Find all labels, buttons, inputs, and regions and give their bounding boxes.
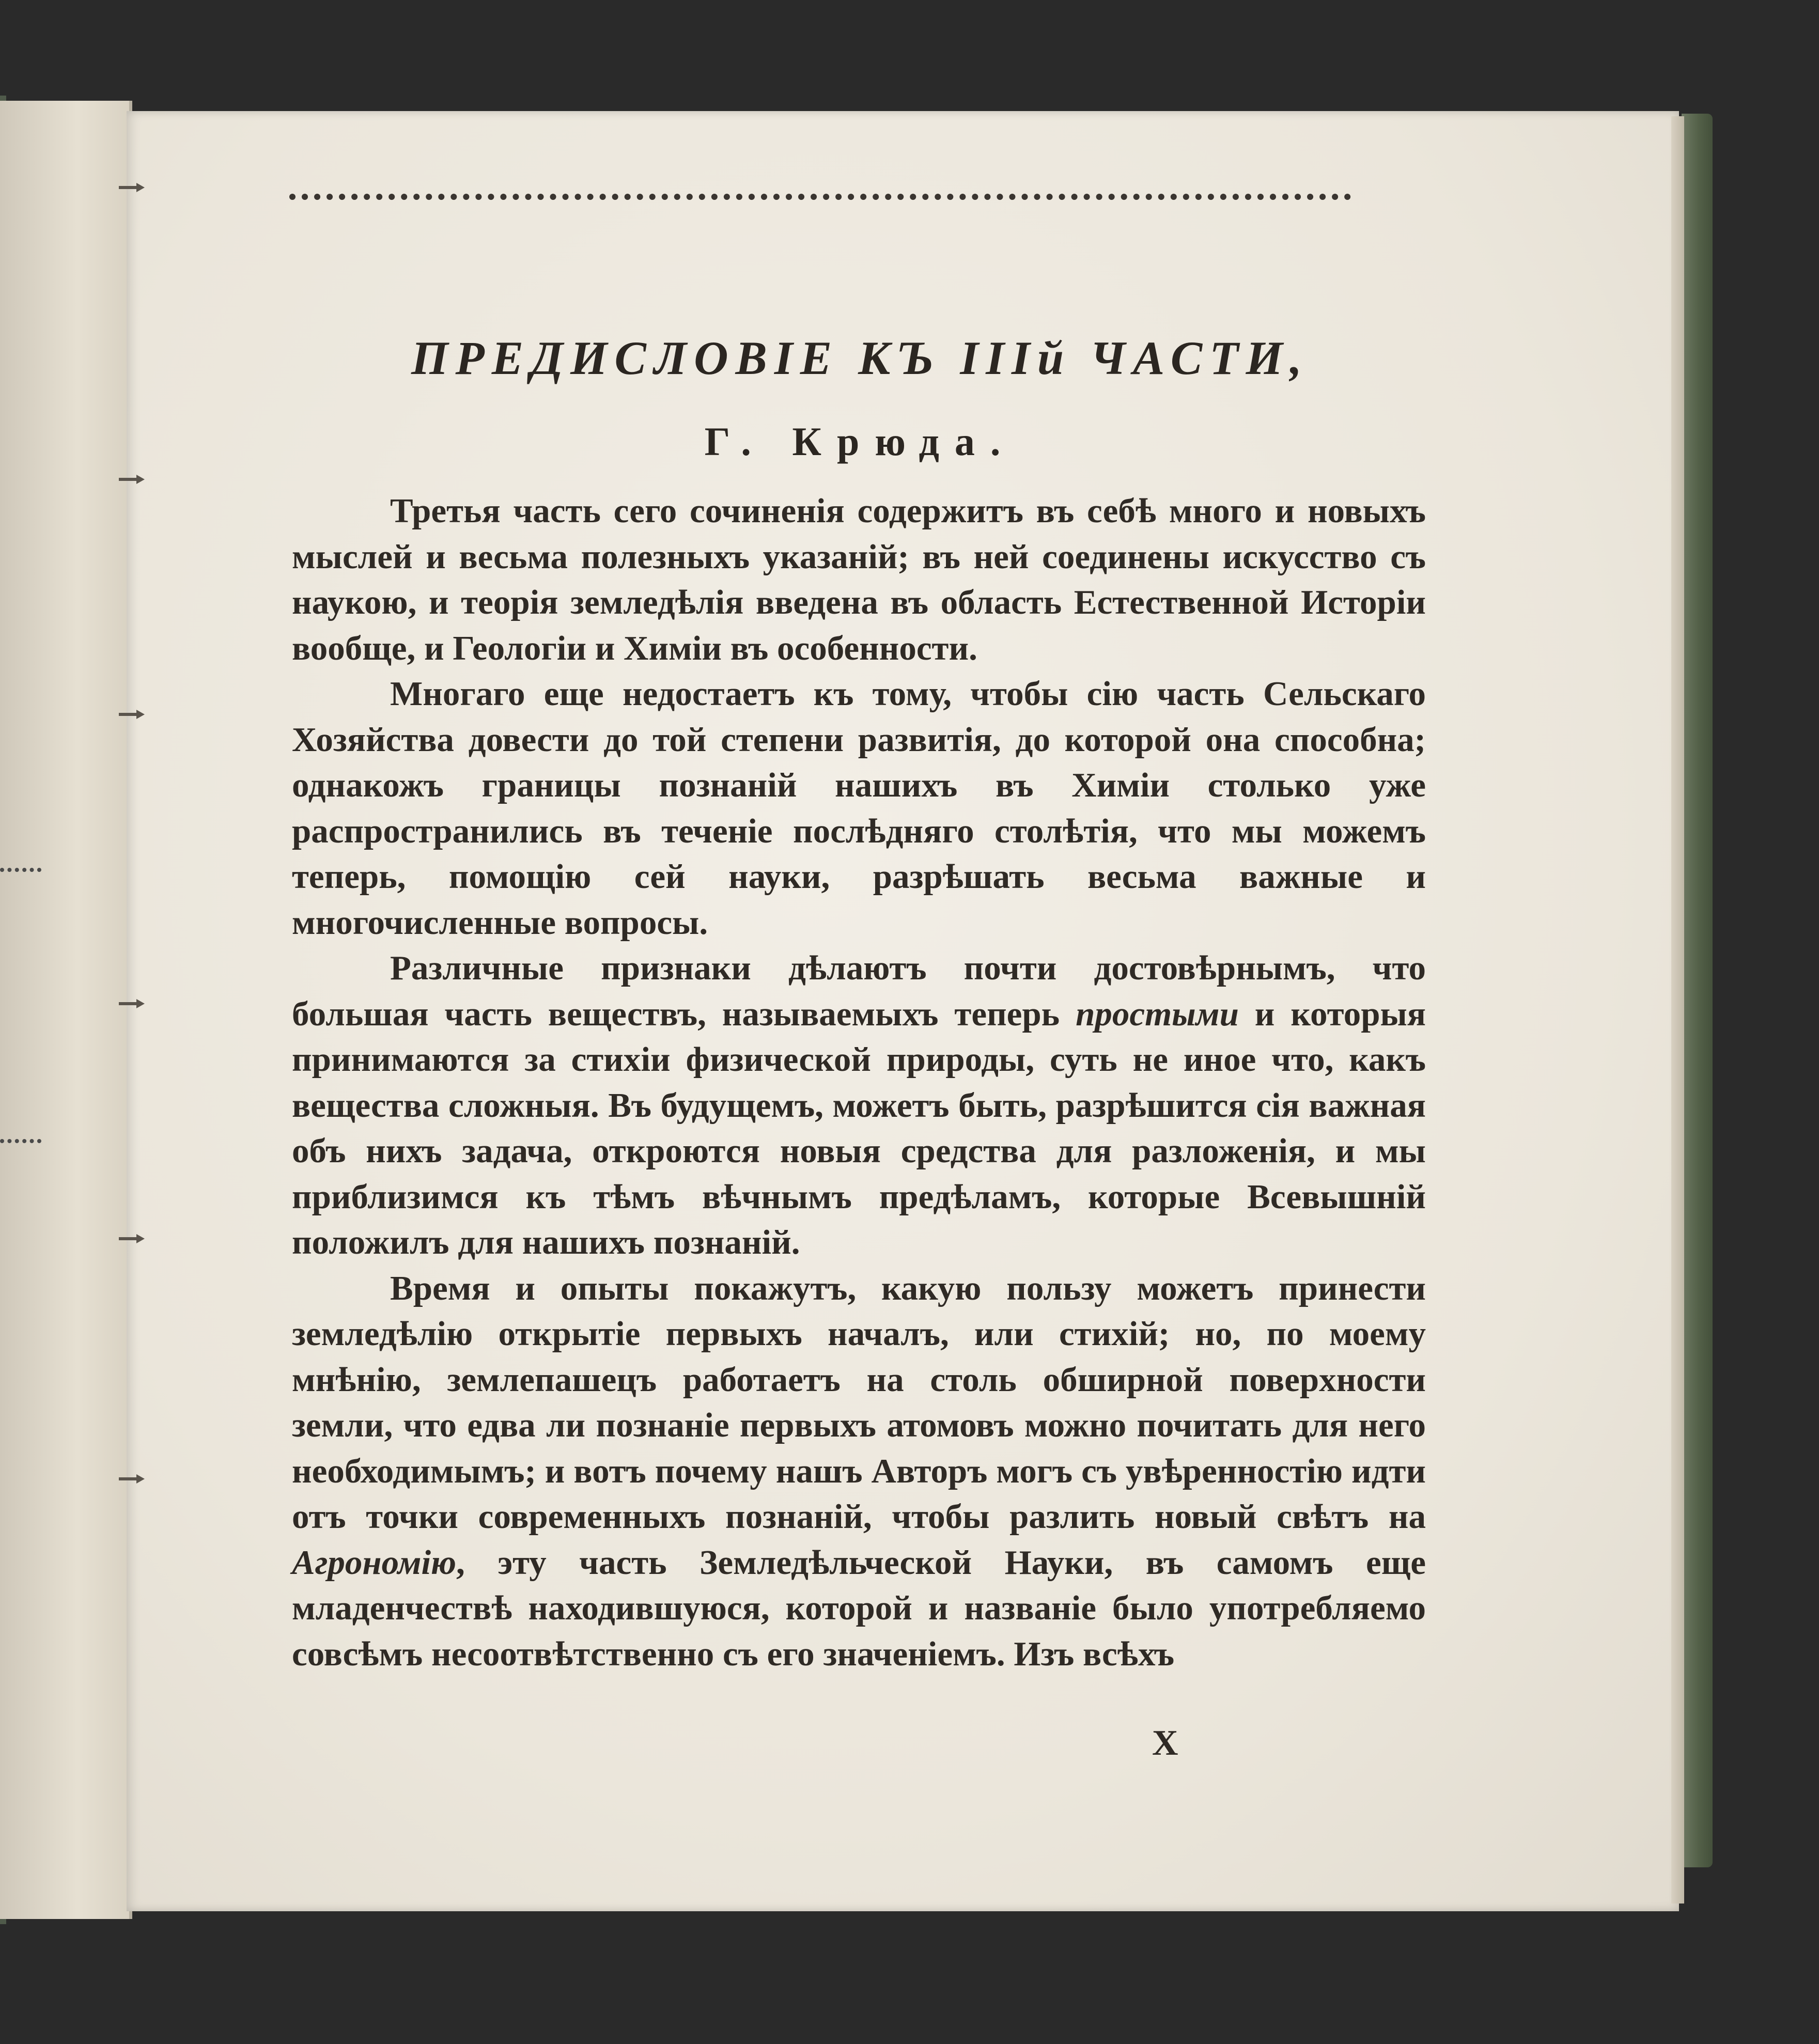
paragraph-1: Третья часть сего сочиненія содержитъ въ себѣ много и новыхъ мыслей и весьма полезныхъ указаній; въ ней соединены искусство съ наукою, и теорія земледѣлія введена въ область Естественной Исторіи вообще, и Геологіи и Химіи въ особенности. <box>292 492 1426 667</box>
paragraph-2: Многаго еще недостаетъ къ тому, чтобы сію часть Сельскаго Хозяйства довести до той степени развитія, до которой она способна; однакожъ границы познаній нашихъ въ Химіи столько уже распространились въ теченіе послѣдняго столѣтія, что мы можемъ теперь, помощію сей науки, разрѣшать весьма важные и многочисленные вопросы. <box>292 675 1426 942</box>
emphasis-agronomy: Агрономію <box>292 1543 456 1582</box>
page-edge <box>1671 116 1684 1903</box>
page-title: ПРЕДИСЛОВІЕ КЪ IIIй ЧАСТИ, <box>411 332 1310 384</box>
right-book-cover <box>1682 114 1713 1867</box>
body-text <box>292 488 1426 1677</box>
emphasis-simple: простыми <box>1076 994 1239 1033</box>
margin-mark <box>119 1237 139 1240</box>
left-page-edge <box>0 101 132 1919</box>
margin-mark <box>119 713 139 716</box>
margin-mark <box>119 478 139 481</box>
paragraph-3-part-2: и которыя принимаются за стихіи физической природы, суть не иное что, какъ вещества сложныя. Въ будущемъ, можетъ быть, разрѣшится сія важная объ нихъ задача, откроются новыя средства для разложенія, и мы приблизимся къ тѣмъ вѣчнымъ предѣламъ, которые Всевышній положилъ для нашихъ познаній. <box>292 994 1426 1261</box>
left-page-marks <box>0 1139 41 1147</box>
paragraph-3-part-1: Различные признаки дѣлаютъ почти достовѣрнымъ, что большая часть веществъ, называемыхъ теперь <box>292 949 1426 1033</box>
paragraph-4 <box>292 1266 1426 1677</box>
left-page-marks <box>0 868 41 876</box>
paragraph-3 <box>292 945 1426 1266</box>
header-ornament-rule <box>289 194 1351 200</box>
margin-mark <box>119 186 139 189</box>
margin-mark <box>119 1477 139 1480</box>
author-line: Г. Крюда. <box>704 419 1016 464</box>
paragraph-4-part-2: , эту часть Земледѣльческой Науки, въ самомъ еще младенчествѣ находившуюся, которой и названіе было употребляемо совсѣмъ несоотвѣтственно съ его значеніемъ. Изъ всѣхъ <box>292 1543 1426 1673</box>
margin-mark <box>119 1002 139 1005</box>
paragraph-4-part-1: Время и опыты покажутъ, какую пользу можетъ принести земледѣлію открытіе первыхъ началъ, или стихій; но, по моему мнѣнію, землепашецъ работаетъ на столь обширной поверхности земли, что едва ли познаніе первыхъ атомовъ можно почитать для него необходимымъ; и вотъ почему нашъ Авторъ могъ съ увѣренностію идти отъ точки современныхъ познаній, чтобы разлить новый свѣтъ на <box>292 1269 1426 1536</box>
signature-mark: Х <box>1152 1723 1178 1763</box>
